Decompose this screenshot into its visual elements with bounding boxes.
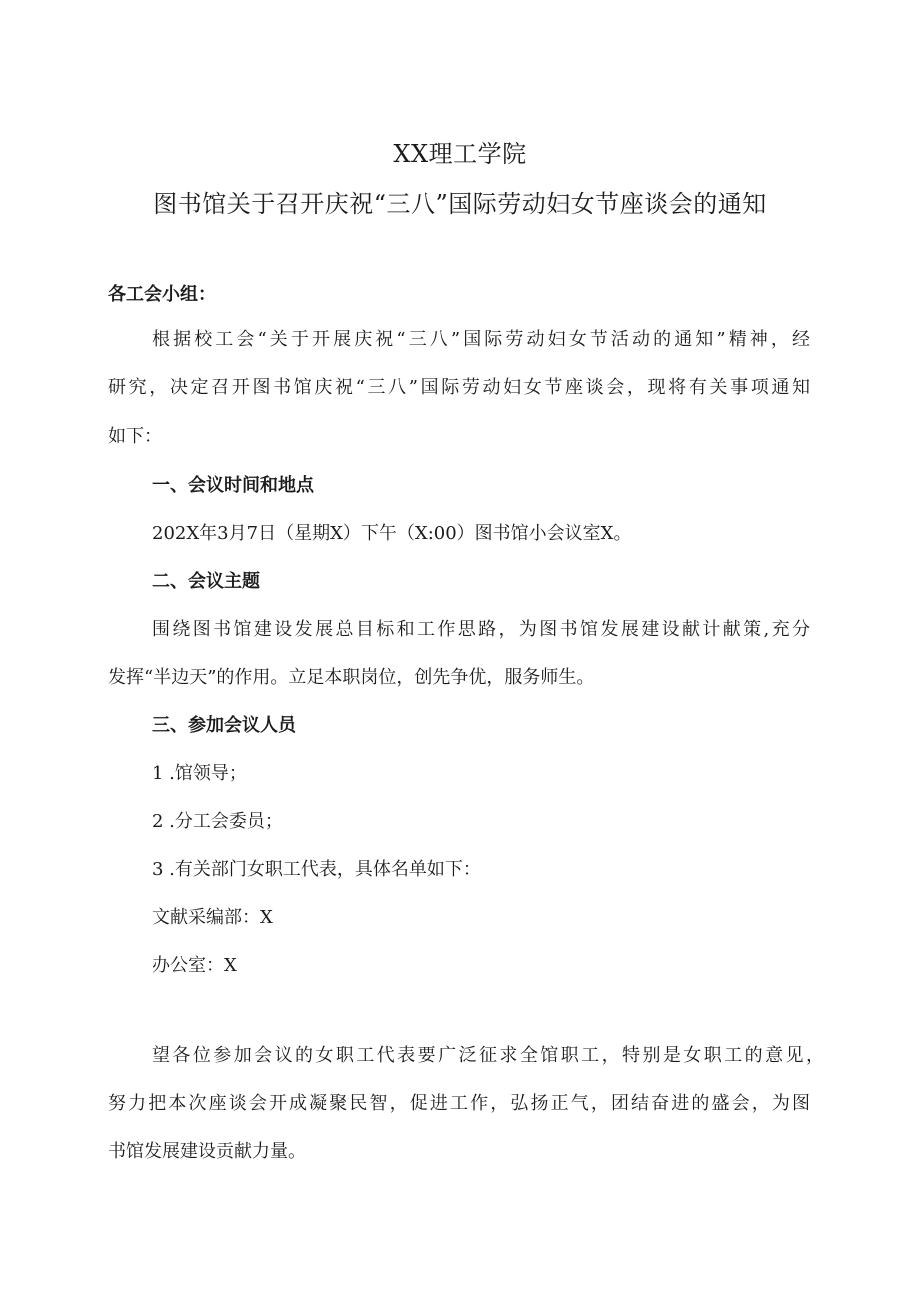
attendee-item-1: 1 .馆领导；: [152, 763, 247, 784]
section-3-heading: 三、参加会议人员: [152, 715, 296, 736]
intro-line-2: 研究，决定召开图书馆庆祝“三八”国际劳动妇女节座谈会，现将有关事项通知: [108, 377, 810, 398]
closing-line-1: 望各位参加会议的女职工代表要广泛征求全馆职工，特别是女职工的意见，: [152, 1045, 824, 1066]
department-entry-1: 文献采编部：X: [152, 907, 273, 928]
document-title-notice: 图书馆关于召开庆祝“三八”国际劳动妇女节座谈会的通知: [153, 190, 767, 218]
attendee-item-2: 2 .分工会委员；: [152, 811, 283, 832]
section-2-line-2: 发挥“半边天”的作用。立足本职岗位，创先争优，服务师生。: [108, 667, 595, 688]
section-2-line-1: 围绕图书馆建设发展总目标和工作思路，为图书馆发展建设献计献策,充分: [152, 619, 810, 640]
salutation: 各工会小组：: [108, 284, 216, 305]
department-entry-2: 办公室：X: [152, 955, 237, 976]
closing-line-2: 努力把本次座谈会开成凝聚民智，促进工作，弘扬正气，团结奋进的盛会，为图: [108, 1093, 810, 1114]
intro-line-3: 如下：: [108, 426, 162, 447]
section-1-heading: 一、会议时间和地点: [152, 475, 314, 496]
intro-line-1: 根据校工会“关于开展庆祝“三八”国际劳动妇女节活动的通知”精神，经: [152, 329, 810, 350]
closing-line-3: 书馆发展建设贡献力量。: [108, 1141, 306, 1162]
section-1-text: 202X年3月7日（星期X）下午（X:00）图书馆小会议室X。: [152, 523, 632, 544]
section-2-heading: 二、会议主题: [152, 571, 260, 592]
attendee-item-3: 3 .有关部门女职工代表，具体名单如下：: [152, 859, 481, 880]
document-title-institution: XX理工学院: [393, 140, 527, 168]
